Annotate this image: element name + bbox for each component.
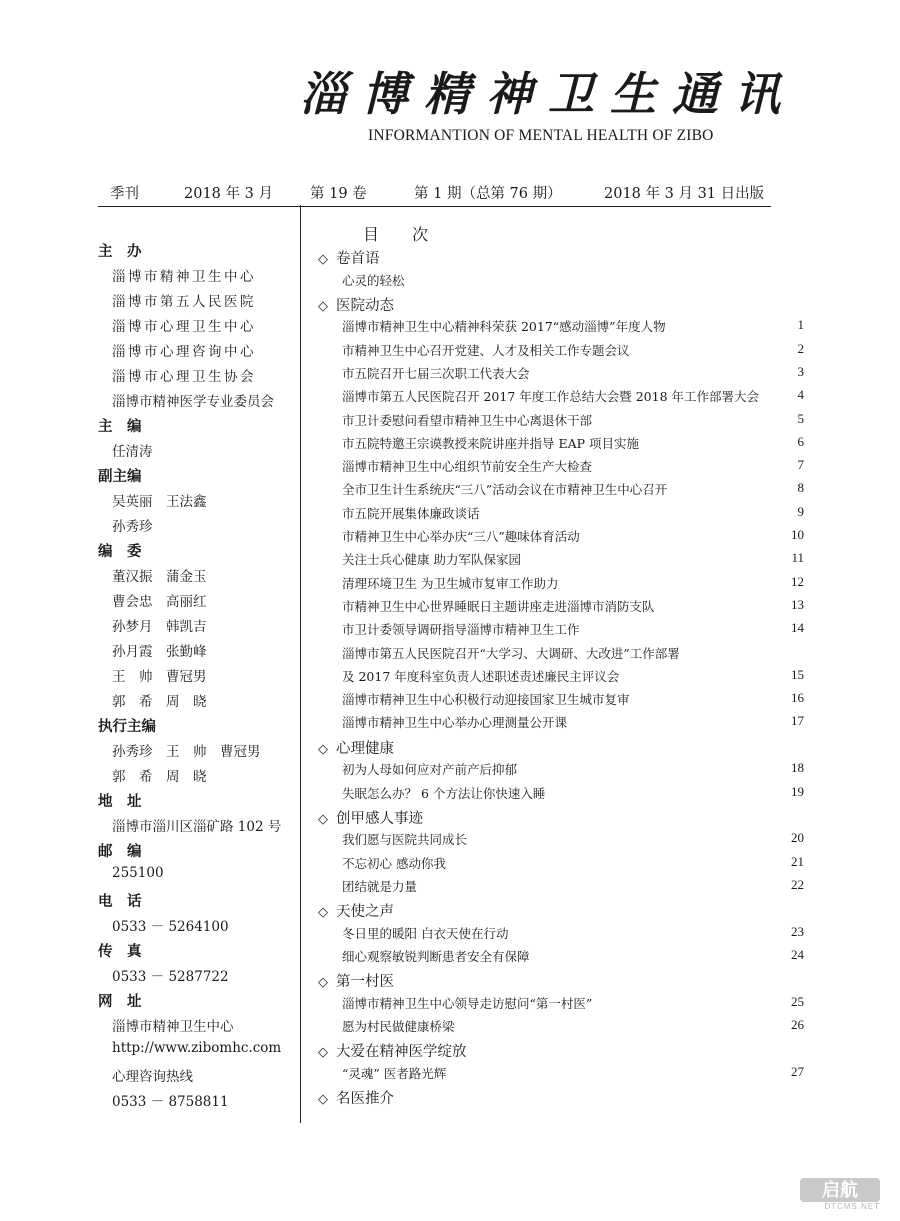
toc-entry-page: 2 [797,340,804,356]
toc-entry-page: 15 [791,666,804,682]
toc-entry-title: 淄博市第五人民医院召开 2017 年度工作总结大会暨 2018 年工作部署大会 [342,389,760,405]
toc-entry-page: 17 [791,713,804,729]
toc-entry-title: 市卫计委领导调研指导淄博市精神卫生工作 [342,622,580,638]
toc-entry-title: 市精神卫生中心世界睡眠日主题讲座走进淄博市消防支队 [342,598,655,614]
toc-entry[interactable] [342,574,804,592]
toc-entry-title: 冬日里的暖阳 白衣天使在行动 [342,925,509,941]
toc-entry[interactable] [342,271,804,289]
toc-entry[interactable] [342,527,804,545]
credit-value: 淄博市精神卫生中心 [112,1019,234,1035]
toc-entry-page: 9 [797,503,804,519]
credit-label: 副主编 [98,468,142,485]
toc-section-name: 心理健康 [336,740,394,757]
credit-value: 吴英丽 王法鑫 [112,494,207,510]
toc-entry[interactable] [342,784,804,802]
toc-entry[interactable] [342,387,804,405]
toc-entry-title: 细心观察敏锐判断患者安全有保障 [342,949,530,964]
credit-value: 王 帅 曹冠男 [112,669,207,685]
diamond-icon: ◇ [318,298,328,314]
toc-entry-page: 3 [797,363,804,379]
watermark-site: DTCMS.NET [824,1202,880,1211]
toc-entry-page: 13 [791,596,804,612]
credit-label: 地 址 [98,793,142,810]
journal-title: 淄博精神卫生通讯 [300,67,796,121]
credit-value: 淄博市心理咨询中心 [112,344,256,360]
toc-entry-page: 21 [791,853,804,869]
toc-entry-title: 愿为村民做健康桥梁 [342,1019,455,1035]
toc-section-name: 名医推介 [336,1091,394,1108]
toc-entry-title: 淄博市精神卫生中心举办心理测量公开课 [342,715,568,731]
diamond-icon: ◇ [318,975,328,991]
toc-entry-title: 清理环境卫生 为卫生城市复审工作助力 [342,575,559,591]
toc-entry-page: 8 [797,480,804,496]
toc-entry[interactable] [342,434,804,452]
credit-value: 任清涛 [112,444,153,460]
credit-label: 邮 编 [98,843,142,860]
toc-entry-title: 市精神卫生中心举办庆“三八”趣味体育活动 [342,529,580,544]
credit-label: 编 委 [98,543,142,560]
toc-section [318,1087,394,1108]
toc-entry-page: 14 [791,620,804,636]
toc-entry-title: 及 2017 年度科室负责人述职述责述廉民主评议会 [342,668,620,684]
toc-title: 目 次 [363,225,443,244]
toc-section-name: 大爱在精神医学绽放 [336,1044,467,1061]
diamond-icon: ◇ [318,741,328,757]
toc-entry-title: 淄博市精神卫生中心精神科荣获 2017“感动淄博”年度人物 [342,319,666,335]
toc-entry-page: 10 [791,527,804,542]
credit-value: 0533 － 5264100 [112,919,229,935]
toc-entry[interactable] [342,341,804,359]
toc-entry-title: 不忘初心 感动你我 [342,855,446,871]
watermark [800,1178,880,1211]
toc-entry-title: 我们愿与医院共同成长 [342,832,468,848]
toc-entry-title: 关注士兵心健康 助力军队保家园 [342,552,521,568]
diamond-icon: ◇ [318,1045,328,1061]
toc-entry[interactable] [342,854,804,872]
toc-entry[interactable] [342,480,804,498]
toc-entry-page: 19 [791,783,804,799]
toc-entry-title: 初为人母如何应对产前产后抑郁 [342,762,518,778]
toc-entry-page: 22 [791,876,804,892]
toc-entry[interactable] [342,620,804,638]
diamond-icon: ◇ [318,1092,328,1108]
toc-entry-title: 淄博市精神卫生中心组织节前安全生产大检查 [342,459,593,475]
toc-section [318,737,394,758]
credit-label: 主 办 [98,243,142,260]
toc-entry[interactable] [342,690,804,708]
toc-section [318,1040,467,1061]
credit-value: 孙梦月 韩凯吉 [112,619,207,635]
toc-entry[interactable] [342,994,804,1012]
toc-section [318,807,423,828]
toc-entry[interactable] [342,924,804,942]
credit-label: 网 址 [98,993,142,1010]
toc-entry[interactable] [342,411,804,429]
credit-value: 郭 希 周 晓 [112,769,207,785]
journal-subtitle: INFORMANTION OF MENTAL HEALTH OF ZIBO [368,127,714,144]
toc-entry-page: 11 [791,550,804,566]
toc-entry-title: 全市卫生计生系统庆“三八”活动会议在市精神卫生中心召开 [342,482,668,498]
toc-entry-title: 淄博市第五人民医院召开“大学习、大调研、大改进”工作部署 [342,645,680,661]
credit-value: 淄博市精神卫生中心 [112,269,256,285]
toc-entry-title: 淄博市精神卫生中心领导走访慰问“第一村医” [342,995,593,1011]
credit-value: 曹会忠 高丽红 [112,594,207,610]
toc-entry-title: 团结就是力量 [342,878,418,894]
toc-entry-page: 23 [791,923,804,939]
credit-value: 郭 希 周 晓 [112,694,207,710]
toc-entry-page: 1 [797,317,804,333]
toc-entry-page: 7 [797,457,804,473]
toc-entry[interactable] [342,760,804,778]
toc-section-name: 卷首语 [336,251,380,267]
toc-entry-page: 25 [791,993,804,1009]
toc-entry[interactable] [342,317,804,335]
credit-value: http://www.zibomhc.com [112,1040,282,1056]
toc-entry[interactable] [342,364,804,382]
toc-entry[interactable] [342,713,804,731]
toc-entry[interactable] [342,550,804,568]
credit-value: 董汉振 蒲金玉 [112,569,207,585]
credit-value: 心理咨询热线 [112,1069,193,1085]
issue-info-bar [98,182,771,207]
toc-entry[interactable] [342,830,804,848]
credit-value: 淄博市淄川区淄矿路 102 号 [112,819,282,835]
toc-entry-title: 市五院召开七届三次职工代表大会 [342,365,530,381]
credit-value: 淄博市心理卫生协会 [112,369,256,385]
toc-section [318,900,394,921]
toc-section [318,247,380,268]
toc-entry[interactable] [342,644,804,662]
credit-value: 0533 － 8758811 [112,1094,229,1110]
toc-entry-title: 市五院开展集体廉政谈话 [342,505,480,521]
credit-value: 淄博市心理卫生中心 [112,319,256,335]
toc-entry[interactable] [342,947,804,965]
toc-entry-page: 24 [791,947,804,962]
credit-value: 孙秀珍 王 帅 曹冠男 [112,744,261,760]
issue-month: 2018 年 3 月 [184,186,273,202]
toc-entry-page: 18 [791,760,804,776]
toc-entry[interactable] [342,457,804,475]
toc-section [318,970,394,991]
credit-value: 淄博市精神医学专业委员会 [112,394,274,410]
toc-entry[interactable] [342,504,804,522]
toc-entry[interactable] [342,1017,804,1035]
toc-section [318,294,394,315]
toc-entry[interactable] [342,877,804,895]
toc-entry-title: 淄博市精神卫生中心积极行动迎接国家卫生城市复审 [342,692,630,708]
toc-entry[interactable] [342,1064,804,1082]
toc-entry-title: 心灵的轻松 [342,272,405,288]
toc-entry-page: 20 [791,830,804,846]
toc-entry-page: 4 [797,387,804,403]
toc-section-name: 医院动态 [336,297,394,314]
toc-entry-page: 27 [791,1063,804,1079]
credit-label: 执行主编 [98,718,156,735]
issue-date: 2018 年 3 月 31 日出版 [604,186,765,202]
issue-type: 季刊 [110,186,139,202]
credit-label: 主 编 [98,418,142,435]
diamond-icon: ◇ [318,905,328,921]
toc-entry[interactable] [342,597,804,615]
diamond-icon: ◇ [318,252,328,267]
toc-entry-title: 市卫计委慰问看望市精神卫生中心离退休干部 [342,412,593,428]
column-divider [300,205,301,1123]
credit-value: 孙月霞 张勤峰 [112,644,207,660]
toc-entry-page: 5 [797,410,804,426]
toc-entry-page: 6 [797,433,804,449]
toc-entry-title: 市精神卫生中心召开党建、人才及相关工作专题会议 [342,342,630,358]
toc-entry-page: 12 [791,573,804,589]
credit-value: 淄博市第五人民医院 [112,294,256,310]
toc-entry-page: 26 [791,1017,804,1033]
toc-entry-page: 16 [791,690,804,706]
diamond-icon: ◇ [318,811,328,827]
toc-entry[interactable] [342,667,804,685]
credit-value: 255100 [112,865,164,881]
credit-value: 孙秀珍 [112,519,153,535]
credit-label: 传 真 [98,943,142,960]
credit-label: 电 话 [98,893,142,910]
watermark-logo: 启航 [800,1178,880,1202]
issue-volume: 第 19 卷 [310,186,367,202]
toc-section-name: 创甲感人事迹 [336,810,423,827]
credit-value: 0533 － 5287722 [112,969,229,985]
toc-section-name: 天使之声 [336,904,394,921]
toc-entry-title: 市五院特邀王宗谟教授来院讲座并指导 EAP 项目实施 [342,435,640,451]
toc-entry-title: 失眠怎么办？ 6 个方法让你快速入睡 [342,785,546,801]
toc-entry-title: “灵魂” 医者路光辉 [342,1065,447,1081]
issue-number: 第 1 期（总第 76 期） [414,186,562,202]
toc-section-name: 第一村医 [336,974,394,991]
